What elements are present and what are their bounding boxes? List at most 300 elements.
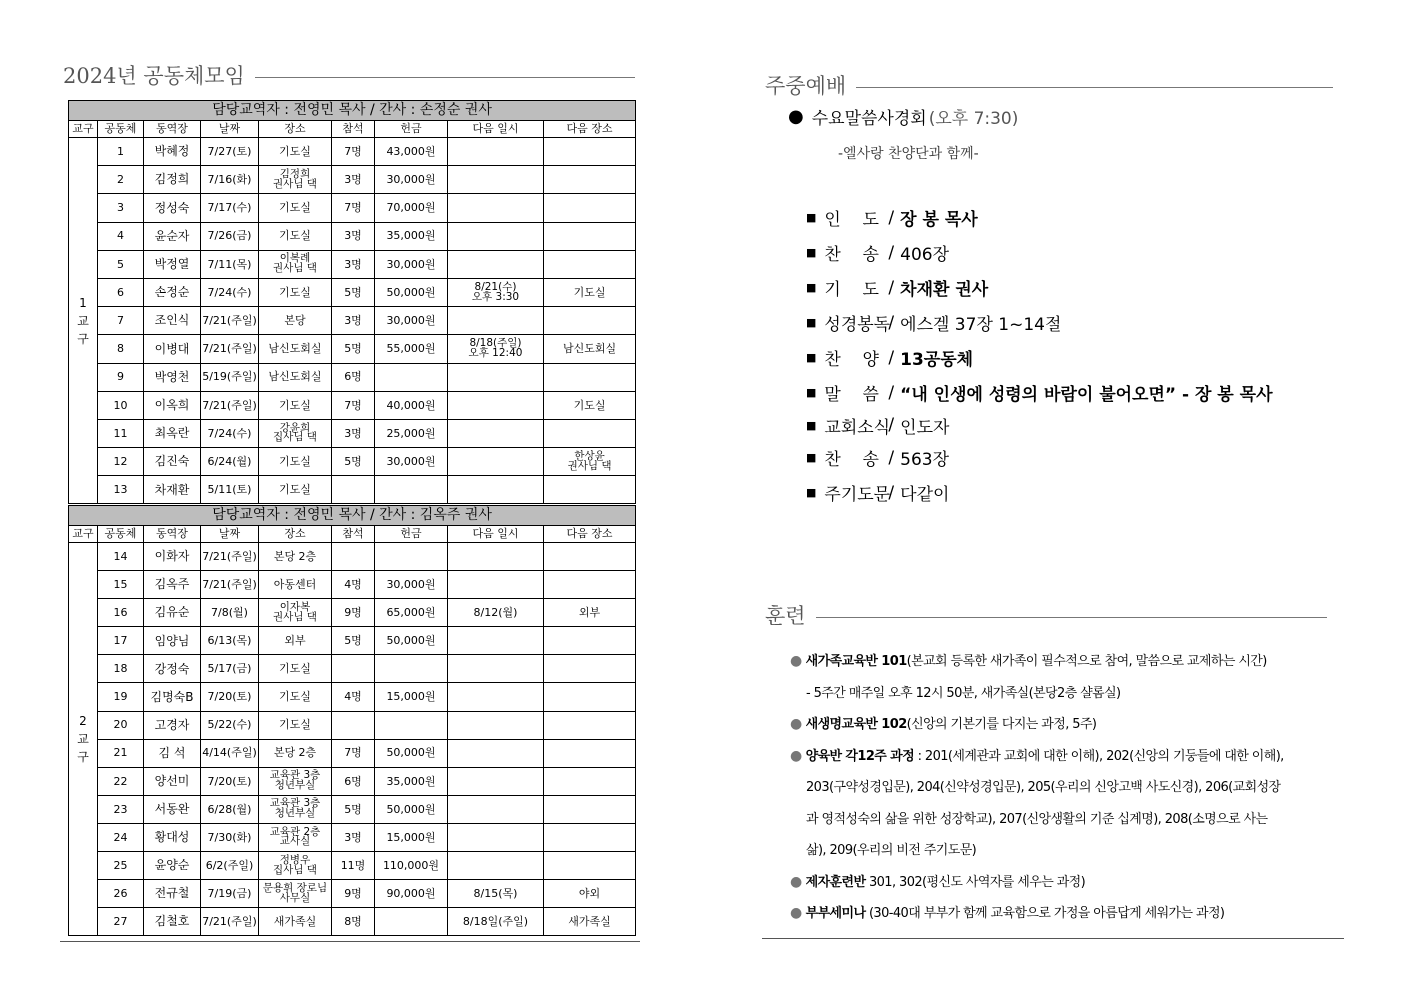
table-cell: 7/26(금) [201,222,259,250]
order-separator: / [888,347,895,368]
table-cell [448,448,544,476]
table-cell [544,795,636,823]
table-cell: 7명 [332,739,375,767]
table-cell [448,571,544,599]
table-cell: 임양님 [144,627,201,655]
order-label: 인 도 [824,210,879,230]
column-header: 교구 [69,526,98,543]
order-value: 다같이 [900,485,950,505]
table-cell [544,739,636,767]
table-row [69,363,636,391]
table-row [69,908,636,936]
training-item [790,709,1310,741]
table-cell [544,571,636,599]
group1-table [68,100,636,504]
order-separator: / [888,382,895,403]
table-cell: 김정희 [144,166,201,194]
worship-time: (오후 7:30) [928,109,1019,129]
training-name: 부부세미나 [805,906,866,921]
group2-table [68,505,636,936]
table-cell: 4명 [332,683,375,711]
square-bullet-icon: ■ [806,316,817,329]
training-item: 203(구약성경입문), 204(신약성경입문), 205(우리의 신앙고백 사도신경), 206(교회성장 [806,780,1281,795]
order-label: 찬 송 [824,245,879,265]
bullet-icon: ● [788,106,804,127]
training-desc: (신앙의 기본기를 다지는 과정, 5주) [906,717,1097,732]
table-cell: 박정열 [144,250,201,278]
table-cell: 기도실 [259,655,332,683]
table-cell: 3명 [332,222,375,250]
table-cell: 30,000원 [375,448,448,476]
order-separator: / [888,447,895,468]
table-cell: 정성숙 [144,194,201,222]
table-cell: 4명 [332,571,375,599]
table-cell: 이화자 [144,543,201,571]
table-cell: 기도실 [259,391,332,419]
table-cell: 4/14(주일) [201,739,259,767]
table-cell: 외부 [544,599,636,627]
table-cell: 7/21(주일) [201,908,259,936]
table-cell [544,543,636,571]
table-cell [544,307,636,335]
table-cell: 7명 [332,194,375,222]
table-cell: 기도실 [259,278,332,306]
table-cell: 50,000원 [375,795,448,823]
left-section-title [63,60,635,90]
table-cell: 최옥란 [144,419,201,447]
table-cell [448,655,544,683]
table-cell: 문용휘 장로님 사무실 [259,880,332,908]
table-cell [448,250,544,278]
table-cell: 5/19(주일) [201,363,259,391]
table-cell [448,363,544,391]
table-cell: 8/15(목) [448,880,544,908]
table-cell: 남신도회실 [259,335,332,363]
table-cell [448,194,544,222]
table-cell: 65,000원 [375,599,448,627]
order-value: 406장 [900,245,950,265]
worship-subtitle: -엘사랑 찬양단과 함께- [838,146,979,162]
order-label: 말 씀 [824,385,879,405]
table-cell: 이병대 [144,335,201,363]
training-item: 삶), 209(우리의 비전 주기도문) [806,843,977,858]
table-row [69,419,636,447]
table-cell: 21 [98,739,144,767]
square-bullet-icon: ■ [806,351,817,364]
table-cell: 정병우 집사님 댁 [259,852,332,880]
table-cell: 3명 [332,823,375,851]
left-bottom-rule [60,941,640,942]
table-cell: 7/27(토) [201,138,259,166]
table-cell: 90,000원 [375,880,448,908]
table-cell: 7/16(화) [201,166,259,194]
table-cell: 7/21(주일) [201,391,259,419]
table-cell: 20 [98,711,144,739]
table-cell: 8/18(주일) 오후 12:40 [448,335,544,363]
table-cell: 24 [98,823,144,851]
table-cell [544,419,636,447]
table-cell: 교육관 3층 청년부실 [259,795,332,823]
order-label: 찬 송 [824,450,879,470]
order-separator: / [888,482,895,503]
table-cell: 6/2(주일) [201,852,259,880]
training-title-text: 훈련 [765,604,806,628]
table-cell: 6/13(목) [201,627,259,655]
table-cell: 55,000원 [375,335,448,363]
table-cell: 박혜정 [144,138,201,166]
table-row [69,166,636,194]
table-cell [448,543,544,571]
table-cell: 본당 2층 [259,739,332,767]
training-item [790,741,1310,773]
training-item [790,646,1310,678]
title-rule [255,77,635,78]
table-cell [544,655,636,683]
table-cell: 50,000원 [375,739,448,767]
table-cell: 차재환 [144,476,201,504]
table-cell: 교육관 3층 청년부실 [259,767,332,795]
table-cell: 강윤희 집사님 댁 [259,419,332,447]
table-cell: 11명 [332,852,375,880]
table-cell: 남신도회실 [259,363,332,391]
table-cell: 새가족실 [259,908,332,936]
table-cell: 아동센터 [259,571,332,599]
table-cell: 7/21(주일) [201,571,259,599]
table-cell: 7/19(금) [201,880,259,908]
table-cell: 13 [98,476,144,504]
column-header: 동역장 [144,526,201,543]
table-cell: 70,000원 [375,194,448,222]
table-row [69,543,636,571]
table-cell: 5명 [332,278,375,306]
table-cell: 11 [98,419,144,447]
table-row [69,767,636,795]
column-header: 헌금 [375,121,448,138]
table-cell: 본당 [259,307,332,335]
table-cell: 김철호 [144,908,201,936]
table-cell [544,852,636,880]
table-cell: 김정희 권사님 댁 [259,166,332,194]
column-header: 장소 [259,121,332,138]
table-row [69,571,636,599]
table-cell: 기도실 [259,194,332,222]
table-cell: 22 [98,767,144,795]
table-cell: 26 [98,880,144,908]
table-header-row [69,526,636,543]
table-cell: 윤순자 [144,222,201,250]
table-cell: 7/21(주일) [201,307,259,335]
table-cell: 3명 [332,166,375,194]
table-cell: 박영천 [144,363,201,391]
table-row [69,880,636,908]
table-cell [332,543,375,571]
table-cell: 50,000원 [375,627,448,655]
table-cell: 17 [98,627,144,655]
order-label: 교회소식 [824,417,891,438]
bullet-icon: ● [790,873,802,890]
table-cell [448,307,544,335]
table-cell: 1 [98,138,144,166]
table-cell: 30,000원 [375,166,448,194]
table-cell [448,683,544,711]
order-item [806,475,1326,510]
table-cell [544,363,636,391]
order-separator: / [888,277,895,298]
column-header: 공동체 [98,121,144,138]
table-cell [375,711,448,739]
order-separator: / [888,242,895,263]
table-cell: 이복례 권사님 댁 [259,250,332,278]
table-cell: 9명 [332,880,375,908]
right-bottom-rule [762,938,1344,939]
table-row [69,795,636,823]
bullet-icon: ● [790,653,802,669]
table-cell: 4 [98,222,144,250]
table-cell: 30,000원 [375,250,448,278]
table-row [69,683,636,711]
table-cell: 5명 [332,795,375,823]
table-cell: 9 [98,363,144,391]
table-cell [448,166,544,194]
table-cell [448,711,544,739]
table-cell: 19 [98,683,144,711]
column-header: 다음 일시 [448,526,544,543]
square-bullet-icon: ■ [806,451,817,464]
table-row [69,627,636,655]
table-cell: 김옥주 [144,571,201,599]
table-cell [448,391,544,419]
table-cell: 김 석 [144,739,201,767]
table-row [69,823,636,851]
table-row [69,655,636,683]
table-cell: 18 [98,655,144,683]
table-cell: 6 [98,278,144,306]
table-cell: 7/21(주일) [201,335,259,363]
table-cell [544,711,636,739]
column-header: 공동체 [98,526,144,543]
table-row [69,711,636,739]
order-value: 차재환 권사 [900,280,989,300]
training-name: 새생명교육반 102 [805,717,907,732]
table-row [69,599,636,627]
table-cell: 27 [98,908,144,936]
order-item [806,235,1326,270]
order-item [806,270,1326,305]
table-cell [544,627,636,655]
table-cell: 남신도회실 [544,335,636,363]
table-row [69,739,636,767]
column-header: 참석 [332,526,375,543]
table-row [69,222,636,250]
column-header: 날짜 [201,526,259,543]
table-row [69,335,636,363]
table-cell [448,852,544,880]
table-row [69,852,636,880]
table-banner: 담당교역자 : 전영민 목사 / 간사 : 손정순 권사 [69,101,636,121]
table-cell: 기도실 [259,683,332,711]
table-cell: 3명 [332,419,375,447]
table-cell: 강정숙 [144,655,201,683]
order-separator: / [888,415,895,435]
district-label: 2 교 구 [69,543,98,936]
table-cell: 35,000원 [375,222,448,250]
table-cell [448,222,544,250]
left-title-text: 2024년 공동체모임 [63,64,245,88]
bullet-icon: ● [790,747,802,764]
table-cell: 7/8(월) [201,599,259,627]
table-cell [375,655,448,683]
table-cell: 이옥희 [144,391,201,419]
table-cell: 16 [98,599,144,627]
table-cell: 5/17(금) [201,655,259,683]
column-header: 교구 [69,121,98,138]
column-header: 다음 일시 [448,121,544,138]
table-row [69,476,636,504]
table-cell: 15,000원 [375,683,448,711]
table-cell [544,767,636,795]
worship-order-list [806,200,1326,510]
table-cell: 8 [98,335,144,363]
table-cell: 5명 [332,448,375,476]
training-name: 제자훈련반 [805,874,866,890]
table-cell: 본당 2층 [259,543,332,571]
column-header: 헌금 [375,526,448,543]
table-cell [375,543,448,571]
table-cell: 7/17(수) [201,194,259,222]
table-cell: 조인식 [144,307,201,335]
table-cell: 기도실 [544,278,636,306]
square-bullet-icon: ■ [806,211,817,224]
table-cell: 8명 [332,908,375,936]
table-row [69,138,636,166]
table-cell: 2 [98,166,144,194]
table-cell: 110,000원 [375,852,448,880]
order-label: 주기도문 [824,485,891,505]
table-cell [544,250,636,278]
table-cell: 이자복 권사님 댁 [259,599,332,627]
table-cell: 손정순 [144,278,201,306]
table-cell [448,739,544,767]
table-cell: 7명 [332,391,375,419]
table-cell: 황대성 [144,823,201,851]
table-cell: 고경자 [144,711,201,739]
square-bullet-icon: ■ [806,486,817,499]
table-row [69,278,636,306]
order-separator: / [888,312,895,333]
table-cell: 7명 [332,138,375,166]
table-cell: 7/30(화) [201,823,259,851]
table-cell [448,476,544,504]
table-cell [375,363,448,391]
order-value: 인도자 [900,417,950,438]
table-cell: 9명 [332,599,375,627]
column-header: 참석 [332,121,375,138]
worship-section-title [765,70,1333,100]
table-cell [448,627,544,655]
table-cell: 5명 [332,627,375,655]
square-bullet-icon: ■ [806,418,817,432]
table-cell: 서동완 [144,795,201,823]
column-header: 날짜 [201,121,259,138]
table-cell [448,795,544,823]
column-header: 다음 장소 [544,526,636,543]
table-cell: 30,000원 [375,307,448,335]
table-cell: 5명 [332,335,375,363]
training-section-title [765,600,1327,630]
table-cell [544,476,636,504]
table-cell: 전규철 [144,880,201,908]
table-cell: 3 [98,194,144,222]
table-row [69,448,636,476]
training-item: - 5주간 매주일 오후 12시 50분, 새가족실(본당2층 샬롬실) [806,685,1121,701]
title-rule [856,87,1333,88]
table-cell: 기도실 [544,391,636,419]
table-cell: 8/12(월) [448,599,544,627]
table-cell: 김명숙B [144,683,201,711]
table-cell: 외부 [259,627,332,655]
table-banner-row [69,101,636,121]
worship-heading [788,104,1018,129]
table-cell: 7/24(수) [201,419,259,447]
table-cell [448,823,544,851]
column-header: 동역장 [144,121,201,138]
worship-name: 수요말씀사경회 [811,109,927,129]
table-cell: 25,000원 [375,419,448,447]
column-header: 장소 [259,526,332,543]
table-cell [332,655,375,683]
training-desc: (본교회 등록한 새가족이 필수적으로 참여, 말씀으로 교제하는 시간) [906,654,1267,669]
table-cell [544,194,636,222]
table-cell: 5/11(토) [201,476,259,504]
table-cell: 50,000원 [375,278,448,306]
table-cell: 5 [98,250,144,278]
table-cell [332,476,375,504]
order-label: 성경봉독 [824,315,891,335]
worship-title-text: 주중예배 [765,74,847,98]
table-cell: 교육관 2층 교사실 [259,823,332,851]
table-cell: 기도실 [259,448,332,476]
training-list [790,646,1310,930]
table-cell: 35,000원 [375,767,448,795]
table-cell: 기도실 [259,711,332,739]
table-cell: 6명 [332,767,375,795]
table-cell: 6/24(월) [201,448,259,476]
training-item: 과 영적성숙의 삶을 위한 성장학교), 207(신앙생활의 기준 십계명), 208(소명으로 사는 [806,811,1268,827]
order-value: 에스겔 37장 1~14절 [900,315,1062,335]
table-row [69,391,636,419]
table-cell: 야외 [544,880,636,908]
table-cell: 6/28(월) [201,795,259,823]
table-cell: 7 [98,307,144,335]
table-cell: 7/21(주일) [201,543,259,571]
table-cell [375,476,448,504]
table-cell: 3명 [332,307,375,335]
training-name: 새가족교육반 101 [805,654,907,669]
table-cell [544,166,636,194]
table-cell [448,767,544,795]
table-cell [544,222,636,250]
table-cell: 15 [98,571,144,599]
order-label: 찬 양 [824,350,879,370]
table-cell: 14 [98,543,144,571]
table-row [69,307,636,335]
table-banner: 담당교역자 : 전영민 목사 / 간사 : 김옥주 권사 [69,506,636,526]
table-cell: 25 [98,852,144,880]
order-item [806,440,1326,475]
table-cell: 15,000원 [375,823,448,851]
bullet-icon: ● [790,716,802,732]
table-cell: 기도실 [259,476,332,504]
